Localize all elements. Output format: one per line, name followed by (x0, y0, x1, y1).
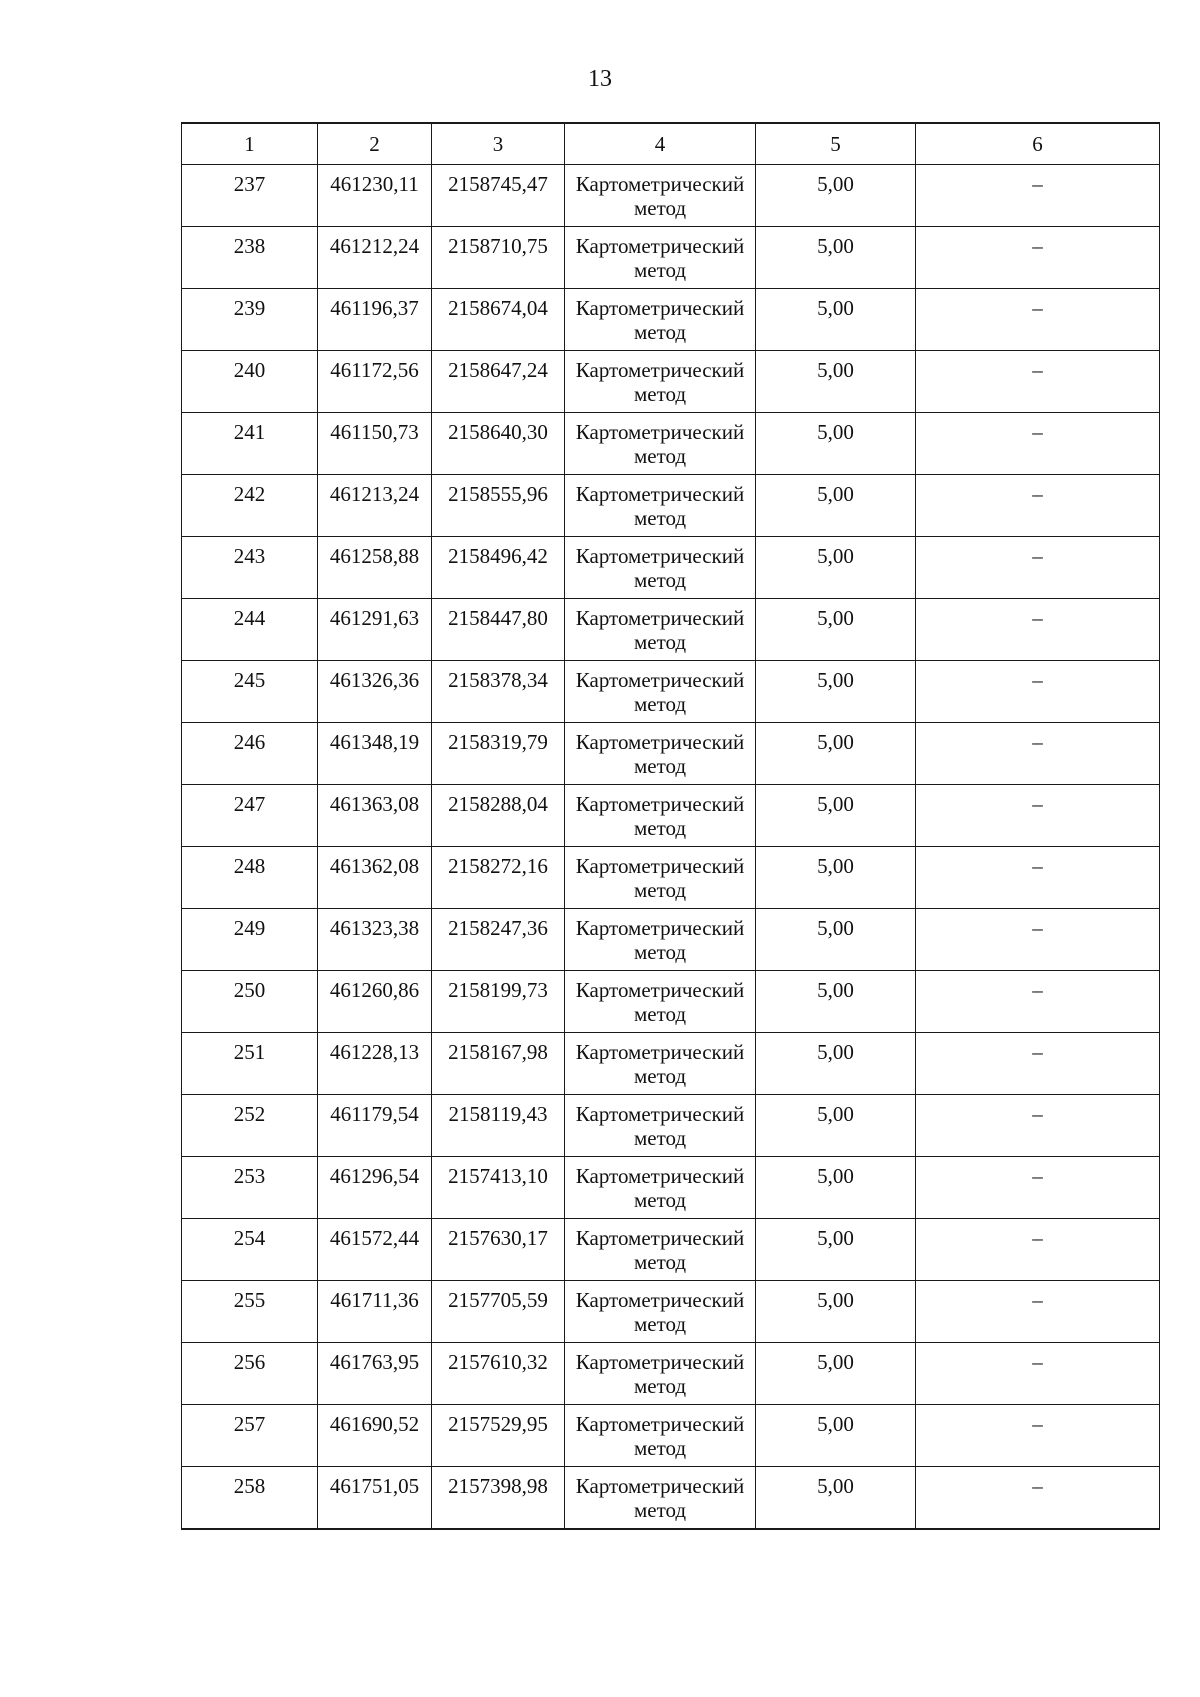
accuracy-cell: 5,00 (756, 1405, 916, 1467)
method-line-1: Картометрический (575, 1474, 745, 1498)
x-coordinate-cell: 461260,86 (318, 971, 432, 1033)
method-line-2: метод (633, 506, 687, 530)
method-cell (565, 847, 756, 909)
table-row (182, 599, 1160, 661)
method-cell (565, 1467, 756, 1529)
point-number-cell: 241 (182, 413, 318, 475)
x-coordinate-cell: 461172,56 (318, 351, 432, 413)
point-number-cell: 238 (182, 227, 318, 289)
method-line-1: Картометрический (575, 854, 745, 878)
table-row (182, 723, 1160, 785)
table-row (182, 475, 1160, 537)
method-line-1: Картометрический (575, 172, 745, 196)
table-row (182, 1467, 1160, 1529)
note-cell: – (916, 351, 1160, 413)
note-cell: – (916, 1095, 1160, 1157)
accuracy-cell: 5,00 (756, 971, 916, 1033)
header-cell-2: 2 (318, 123, 432, 165)
note-cell: – (916, 413, 1160, 475)
method-line-1: Картометрический (575, 1288, 745, 1312)
point-number-cell: 257 (182, 1405, 318, 1467)
x-coordinate-cell: 461763,95 (318, 1343, 432, 1405)
accuracy-cell: 5,00 (756, 227, 916, 289)
y-coordinate-cell: 2158272,16 (432, 847, 565, 909)
y-coordinate-cell: 2158647,24 (432, 351, 565, 413)
method-line-2: метод (633, 630, 687, 654)
accuracy-cell: 5,00 (756, 599, 916, 661)
y-coordinate-cell: 2158555,96 (432, 475, 565, 537)
x-coordinate-cell: 461258,88 (318, 537, 432, 599)
y-coordinate-cell: 2157529,95 (432, 1405, 565, 1467)
method-line-1: Картометрический (575, 1040, 745, 1064)
method-line-2: метод (633, 382, 687, 406)
point-number-cell: 243 (182, 537, 318, 599)
note-cell: – (916, 1033, 1160, 1095)
method-line-1: Картометрический (575, 1164, 745, 1188)
method-cell (565, 1095, 756, 1157)
y-coordinate-cell: 2158496,42 (432, 537, 565, 599)
method-line-2: метод (633, 878, 687, 902)
table-body (182, 165, 1160, 1529)
method-cell (565, 165, 756, 227)
x-coordinate-cell: 461228,13 (318, 1033, 432, 1095)
point-number-cell: 246 (182, 723, 318, 785)
y-coordinate-cell: 2158247,36 (432, 909, 565, 971)
note-cell: – (916, 1219, 1160, 1281)
note-cell: – (916, 599, 1160, 661)
table-row (182, 227, 1160, 289)
accuracy-cell: 5,00 (756, 723, 916, 785)
y-coordinate-cell: 2158119,43 (432, 1095, 565, 1157)
table-row (182, 537, 1160, 599)
point-number-cell: 253 (182, 1157, 318, 1219)
method-line-2: метод (633, 568, 687, 592)
table-row (182, 1281, 1160, 1343)
point-number-cell: 252 (182, 1095, 318, 1157)
table-header-row (182, 123, 1160, 165)
method-line-1: Картометрический (575, 730, 745, 754)
accuracy-cell: 5,00 (756, 413, 916, 475)
accuracy-cell: 5,00 (756, 785, 916, 847)
method-cell (565, 351, 756, 413)
y-coordinate-cell: 2158378,34 (432, 661, 565, 723)
point-number-cell: 254 (182, 1219, 318, 1281)
x-coordinate-cell: 461572,44 (318, 1219, 432, 1281)
note-cell: – (916, 1281, 1160, 1343)
note-cell: – (916, 1467, 1160, 1529)
table-row (182, 1343, 1160, 1405)
y-coordinate-cell: 2157413,10 (432, 1157, 565, 1219)
method-cell (565, 661, 756, 723)
table-row (182, 351, 1160, 413)
method-line-1: Картометрический (575, 482, 745, 506)
x-coordinate-cell: 461230,11 (318, 165, 432, 227)
page-number: 13 (588, 66, 612, 92)
x-coordinate-cell: 461196,37 (318, 289, 432, 351)
note-cell: – (916, 1157, 1160, 1219)
method-line-2: метод (633, 754, 687, 778)
accuracy-cell: 5,00 (756, 1157, 916, 1219)
table-row (182, 1157, 1160, 1219)
accuracy-cell: 5,00 (756, 537, 916, 599)
table-row (182, 1219, 1160, 1281)
method-cell (565, 1157, 756, 1219)
point-number-cell: 242 (182, 475, 318, 537)
y-coordinate-cell: 2158745,47 (432, 165, 565, 227)
point-number-cell: 244 (182, 599, 318, 661)
accuracy-cell: 5,00 (756, 909, 916, 971)
note-cell: – (916, 723, 1160, 785)
accuracy-cell: 5,00 (756, 1033, 916, 1095)
method-line-2: метод (633, 1126, 687, 1150)
x-coordinate-cell: 461363,08 (318, 785, 432, 847)
method-cell (565, 475, 756, 537)
method-line-1: Картометрический (575, 978, 745, 1002)
method-line-2: метод (633, 940, 687, 964)
x-coordinate-cell: 461326,36 (318, 661, 432, 723)
x-coordinate-cell: 461179,54 (318, 1095, 432, 1157)
accuracy-cell: 5,00 (756, 165, 916, 227)
note-cell: – (916, 165, 1160, 227)
point-number-cell: 258 (182, 1467, 318, 1529)
y-coordinate-cell: 2158674,04 (432, 289, 565, 351)
method-cell (565, 1281, 756, 1343)
method-cell (565, 413, 756, 475)
note-cell: – (916, 1405, 1160, 1467)
method-line-2: метод (633, 1374, 687, 1398)
y-coordinate-cell: 2157398,98 (432, 1467, 565, 1529)
x-coordinate-cell: 461362,08 (318, 847, 432, 909)
y-coordinate-cell: 2157705,59 (432, 1281, 565, 1343)
accuracy-cell: 5,00 (756, 289, 916, 351)
accuracy-cell: 5,00 (756, 1467, 916, 1529)
point-number-cell: 247 (182, 785, 318, 847)
method-cell (565, 599, 756, 661)
method-line-1: Картометрический (575, 420, 745, 444)
x-coordinate-cell: 461213,24 (318, 475, 432, 537)
method-line-1: Картометрический (575, 668, 745, 692)
note-cell: – (916, 227, 1160, 289)
method-cell (565, 1405, 756, 1467)
table-row (182, 1033, 1160, 1095)
method-line-1: Картометрический (575, 606, 745, 630)
table-row (182, 971, 1160, 1033)
accuracy-cell: 5,00 (756, 847, 916, 909)
y-coordinate-cell: 2158167,98 (432, 1033, 565, 1095)
accuracy-cell: 5,00 (756, 1219, 916, 1281)
accuracy-cell: 5,00 (756, 661, 916, 723)
point-number-cell: 248 (182, 847, 318, 909)
method-line-2: метод (633, 1312, 687, 1336)
coordinates-table (181, 122, 1160, 1530)
method-line-2: метод (633, 816, 687, 840)
method-line-1: Картометрический (575, 1226, 745, 1250)
note-cell: – (916, 1343, 1160, 1405)
note-cell: – (916, 289, 1160, 351)
method-line-2: метод (633, 1436, 687, 1460)
x-coordinate-cell: 461348,19 (318, 723, 432, 785)
point-number-cell: 251 (182, 1033, 318, 1095)
x-coordinate-cell: 461212,24 (318, 227, 432, 289)
y-coordinate-cell: 2157610,32 (432, 1343, 565, 1405)
note-cell: – (916, 909, 1160, 971)
method-cell (565, 537, 756, 599)
note-cell: – (916, 475, 1160, 537)
method-line-1: Картометрический (575, 296, 745, 320)
y-coordinate-cell: 2158447,80 (432, 599, 565, 661)
header-cell-5: 5 (756, 123, 916, 165)
method-line-1: Картометрический (575, 234, 745, 258)
x-coordinate-cell: 461296,54 (318, 1157, 432, 1219)
method-line-2: метод (633, 692, 687, 716)
note-cell: – (916, 785, 1160, 847)
note-cell: – (916, 971, 1160, 1033)
method-line-2: метод (633, 196, 687, 220)
method-cell (565, 227, 756, 289)
y-coordinate-cell: 2158199,73 (432, 971, 565, 1033)
method-line-2: метод (633, 1002, 687, 1026)
header-cell-3: 3 (432, 123, 565, 165)
method-line-1: Картометрический (575, 916, 745, 940)
point-number-cell: 240 (182, 351, 318, 413)
y-coordinate-cell: 2157630,17 (432, 1219, 565, 1281)
table-row (182, 909, 1160, 971)
note-cell: – (916, 537, 1160, 599)
x-coordinate-cell: 461711,36 (318, 1281, 432, 1343)
point-number-cell: 250 (182, 971, 318, 1033)
method-line-2: метод (633, 258, 687, 282)
y-coordinate-cell: 2158319,79 (432, 723, 565, 785)
x-coordinate-cell: 461323,38 (318, 909, 432, 971)
table-row (182, 1095, 1160, 1157)
point-number-cell: 255 (182, 1281, 318, 1343)
method-line-2: метод (633, 1250, 687, 1274)
note-cell: – (916, 661, 1160, 723)
y-coordinate-cell: 2158288,04 (432, 785, 565, 847)
accuracy-cell: 5,00 (756, 475, 916, 537)
table-row (182, 165, 1160, 227)
method-cell (565, 971, 756, 1033)
method-cell (565, 1343, 756, 1405)
header-cell-4: 4 (565, 123, 756, 165)
header-cell-1: 1 (182, 123, 318, 165)
method-line-1: Картометрический (575, 1350, 745, 1374)
point-number-cell: 239 (182, 289, 318, 351)
table-row (182, 847, 1160, 909)
method-line-1: Картометрический (575, 1102, 745, 1126)
method-line-2: метод (633, 1064, 687, 1088)
accuracy-cell: 5,00 (756, 1343, 916, 1405)
method-line-1: Картометрический (575, 544, 745, 568)
accuracy-cell: 5,00 (756, 1281, 916, 1343)
method-line-1: Картометрический (575, 792, 745, 816)
accuracy-cell: 5,00 (756, 1095, 916, 1157)
method-line-1: Картометрический (575, 358, 745, 382)
method-cell (565, 1033, 756, 1095)
x-coordinate-cell: 461751,05 (318, 1467, 432, 1529)
note-cell: – (916, 847, 1160, 909)
table-row (182, 413, 1160, 475)
method-line-1: Картометрический (575, 1412, 745, 1436)
y-coordinate-cell: 2158640,30 (432, 413, 565, 475)
x-coordinate-cell: 461150,73 (318, 413, 432, 475)
method-line-2: метод (633, 320, 687, 344)
point-number-cell: 237 (182, 165, 318, 227)
point-number-cell: 249 (182, 909, 318, 971)
method-line-2: метод (633, 1188, 687, 1212)
x-coordinate-cell: 461690,52 (318, 1405, 432, 1467)
accuracy-cell: 5,00 (756, 351, 916, 413)
method-cell (565, 1219, 756, 1281)
method-cell (565, 289, 756, 351)
method-line-2: метод (633, 1498, 687, 1522)
header-cell-6: 6 (916, 123, 1160, 165)
point-number-cell: 245 (182, 661, 318, 723)
x-coordinate-cell: 461291,63 (318, 599, 432, 661)
method-cell (565, 785, 756, 847)
table-row (182, 785, 1160, 847)
table-row (182, 1405, 1160, 1467)
method-cell (565, 909, 756, 971)
y-coordinate-cell: 2158710,75 (432, 227, 565, 289)
point-number-cell: 256 (182, 1343, 318, 1405)
method-line-2: метод (633, 444, 687, 468)
table-row (182, 661, 1160, 723)
table-row (182, 289, 1160, 351)
method-cell (565, 723, 756, 785)
